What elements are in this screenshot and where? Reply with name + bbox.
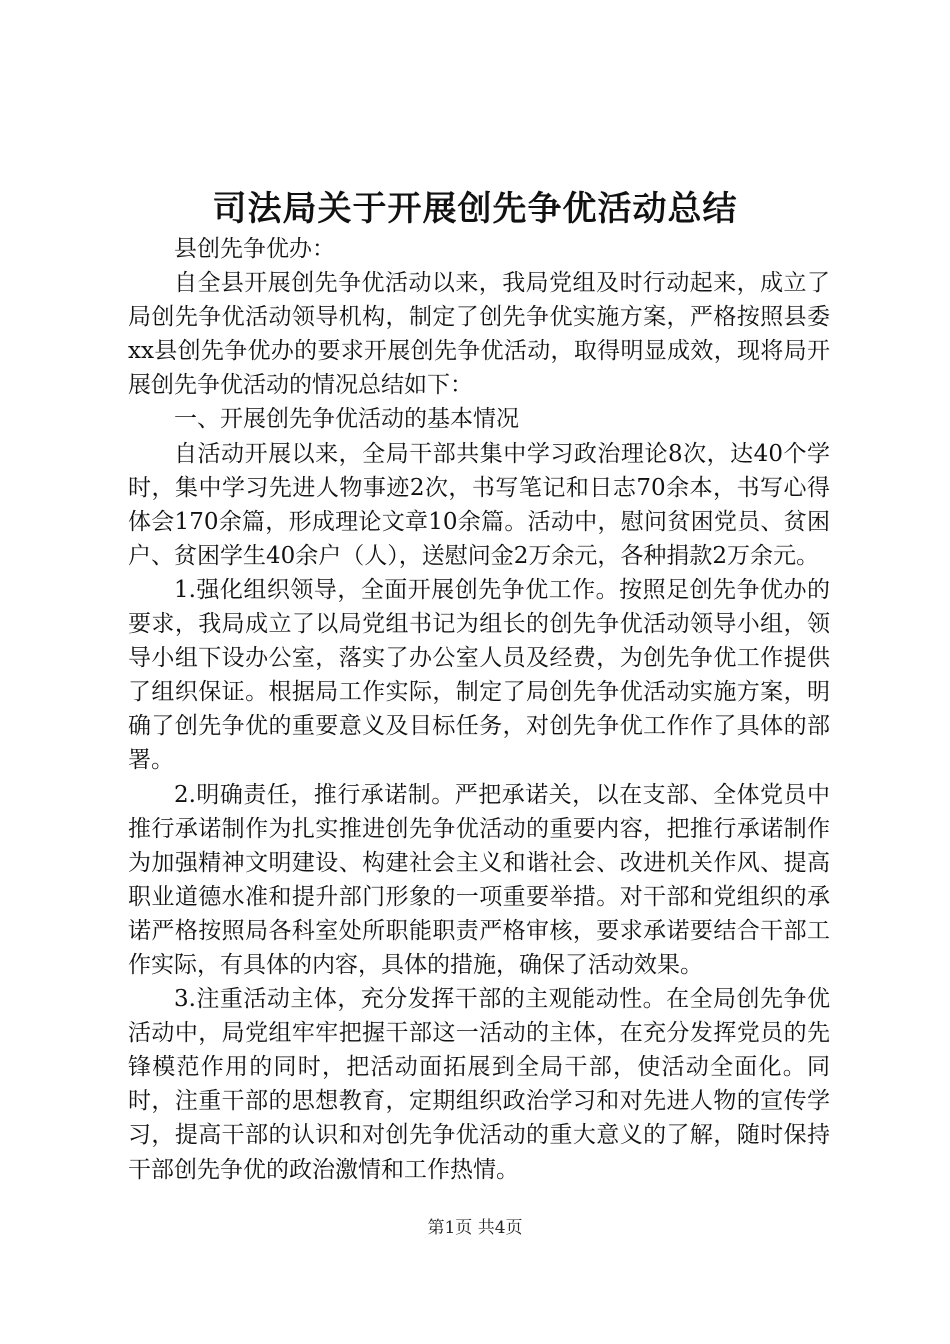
document-title: 司法局关于开展创先争优活动总结	[212, 189, 738, 229]
section-heading: 一、开展创先争优活动的基本情况	[174, 406, 519, 433]
item-2-paragraph: 2.明确责任，推行承诺制。严把承诺关，以在支部、全体党员中推行承诺制作为扎实推进创先争优活动的重要内容，把推行承诺制作为加强精神文明建设、构建社会主义和谐社会、改进机关作风、提高职业道德水准和提升部门形象的一项重要举措。对干部和党组织的承诺严格按照局各科室处所职能职责严格审核，要求承诺要结合干部工作实际，有具体的内容，具体的措施，确保了活动效果。	[128, 781, 830, 978]
salutation-paragraph: 县创先争优办：	[174, 236, 335, 262]
document-body	[128, 232, 830, 1187]
summary-paragraph: 自活动开展以来，全局干部共集中学习政治理论8次，达40个学时，集中学习先进人物事迹2次，书写笔记和日志70余本，书写心得体会170余篇，形成理论文章10余篇。活动中，慰问贫困党员、贫困户、贫困学生40余户（人），送慰问金2万余元，各种捐款2万余元。	[128, 440, 830, 569]
page-number-footer: 第1页 共4页	[427, 1218, 523, 1238]
intro-paragraph: 自全县开展创先争优活动以来，我局党组及时行动起来，成立了局创先争优活动领导机构，制定了创先争优实施方案，严格按照县委xx县创先争优办的要求开展创先争优活动，取得明显成效，现将局开展创先争优活动的情况总结如下：	[128, 270, 830, 399]
item-3-paragraph: 3.注重活动主体，充分发挥干部的主观能动性。在全局创先争优活动中，局党组牢牢把握干部这一活动的主体，在充分发挥党员的先锋模范作用的同时，把活动面拓展到全局干部，使活动全面化。同时，注重干部的思想教育，定期组织政治学习和对先进人物的宣传学习，提高干部的认识和对创先争优活动的重大意义的了解，随时保持干部创先争优的政治激情和工作热情。	[128, 986, 830, 1183]
item-1-paragraph: 1.强化组织领导，全面开展创先争优工作。按照足创先争优办的要求，我局成立了以局党组书记为组长的创先争优活动领导小组，领导小组下设办公室，落实了办公室人员及经费，为创先争优工作提供了组织保证。根据局工作实际，制定了局创先争优活动实施方案，明确了创先争优的重要意义及目标任务，对创先争优工作作了具体的部署。	[128, 576, 830, 774]
